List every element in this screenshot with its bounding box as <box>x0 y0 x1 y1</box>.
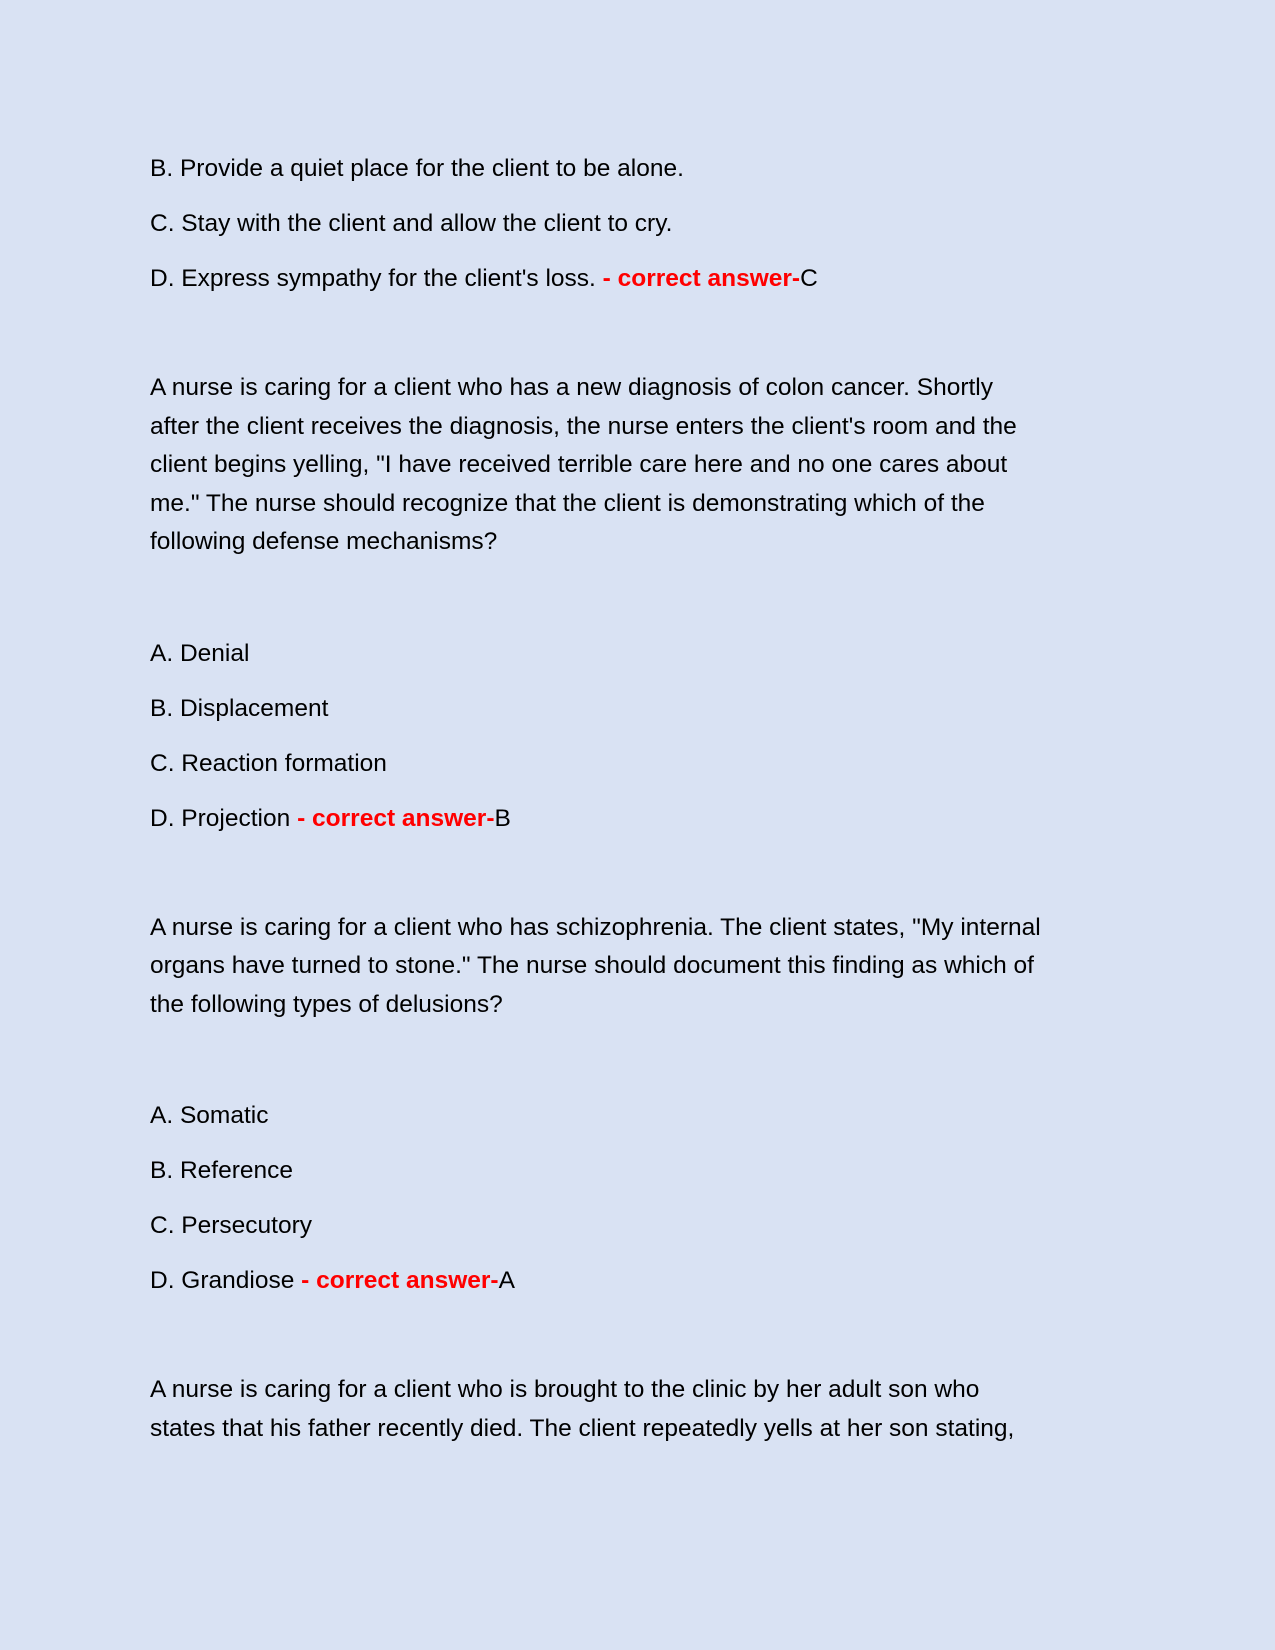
option-c: C. Reaction formation <box>150 749 387 777</box>
question-line: A nurse is caring for a client who has schizophrenia. The client states, "My internal <box>150 913 1041 941</box>
document-page <box>150 150 1130 1448</box>
question-line: the following types of delusions? <box>150 990 503 1018</box>
correct-answer-label: - correct answer- <box>297 804 495 832</box>
option-b: B. Provide a quiet place for the client to be alone. <box>150 155 684 182</box>
option-text: D. Grandiose <box>150 1267 302 1294</box>
option-a: A. Denial <box>150 639 250 667</box>
correct-answer-value: A <box>498 1267 515 1294</box>
question-text <box>150 909 1130 1025</box>
spacer <box>150 855 1130 909</box>
spacer <box>150 1024 1130 1097</box>
question-text <box>150 369 1130 562</box>
spacer <box>150 315 1130 369</box>
question-line: following defense mechanisms? <box>150 528 498 555</box>
correct-answer-label: - correct answer- <box>602 265 801 292</box>
question-line: organs have turned to stone." The nurse should document this finding as which of <box>150 952 1034 979</box>
option-text: D. Projection <box>150 804 298 832</box>
question-line: me." The nurse should recognize that the client is demonstrating which of the <box>150 489 985 517</box>
option-d-with-answer <box>150 800 1130 855</box>
option-d-with-answer <box>150 1262 1130 1317</box>
question-line: after the client receives the diagnosis, the nurse enters the client's room and the <box>150 412 1017 440</box>
option-b: B. Reference <box>150 1157 293 1184</box>
question-line: client begins yelling, "I have received terrible care here and no one cares about <box>150 451 1008 478</box>
option-a: A. Somatic <box>150 1102 269 1129</box>
option-c: C. Stay with the client and allow the client to cry. <box>150 210 673 237</box>
option-b: B. Displacement <box>150 694 329 722</box>
question-line: states that his father recently died. The client repeatedly yells at her son stating, <box>150 1414 1015 1442</box>
correct-answer-value: B <box>494 804 511 832</box>
option-text: D. Express sympathy for the client's loss. <box>150 265 603 292</box>
option-c: C. Persecutory <box>150 1212 313 1239</box>
question-line: A nurse is caring for a client who has a new diagnosis of colon cancer. Shortly <box>150 374 993 401</box>
question-line: A nurse is caring for a client who is brought to the clinic by her adult son who <box>150 1376 980 1403</box>
spacer <box>150 1317 1130 1371</box>
option-d-with-answer <box>150 260 1130 315</box>
correct-answer-label: - correct answer- <box>301 1267 499 1294</box>
spacer <box>150 562 1130 635</box>
correct-answer-value: C <box>800 265 818 292</box>
question-text <box>150 1371 1130 1448</box>
